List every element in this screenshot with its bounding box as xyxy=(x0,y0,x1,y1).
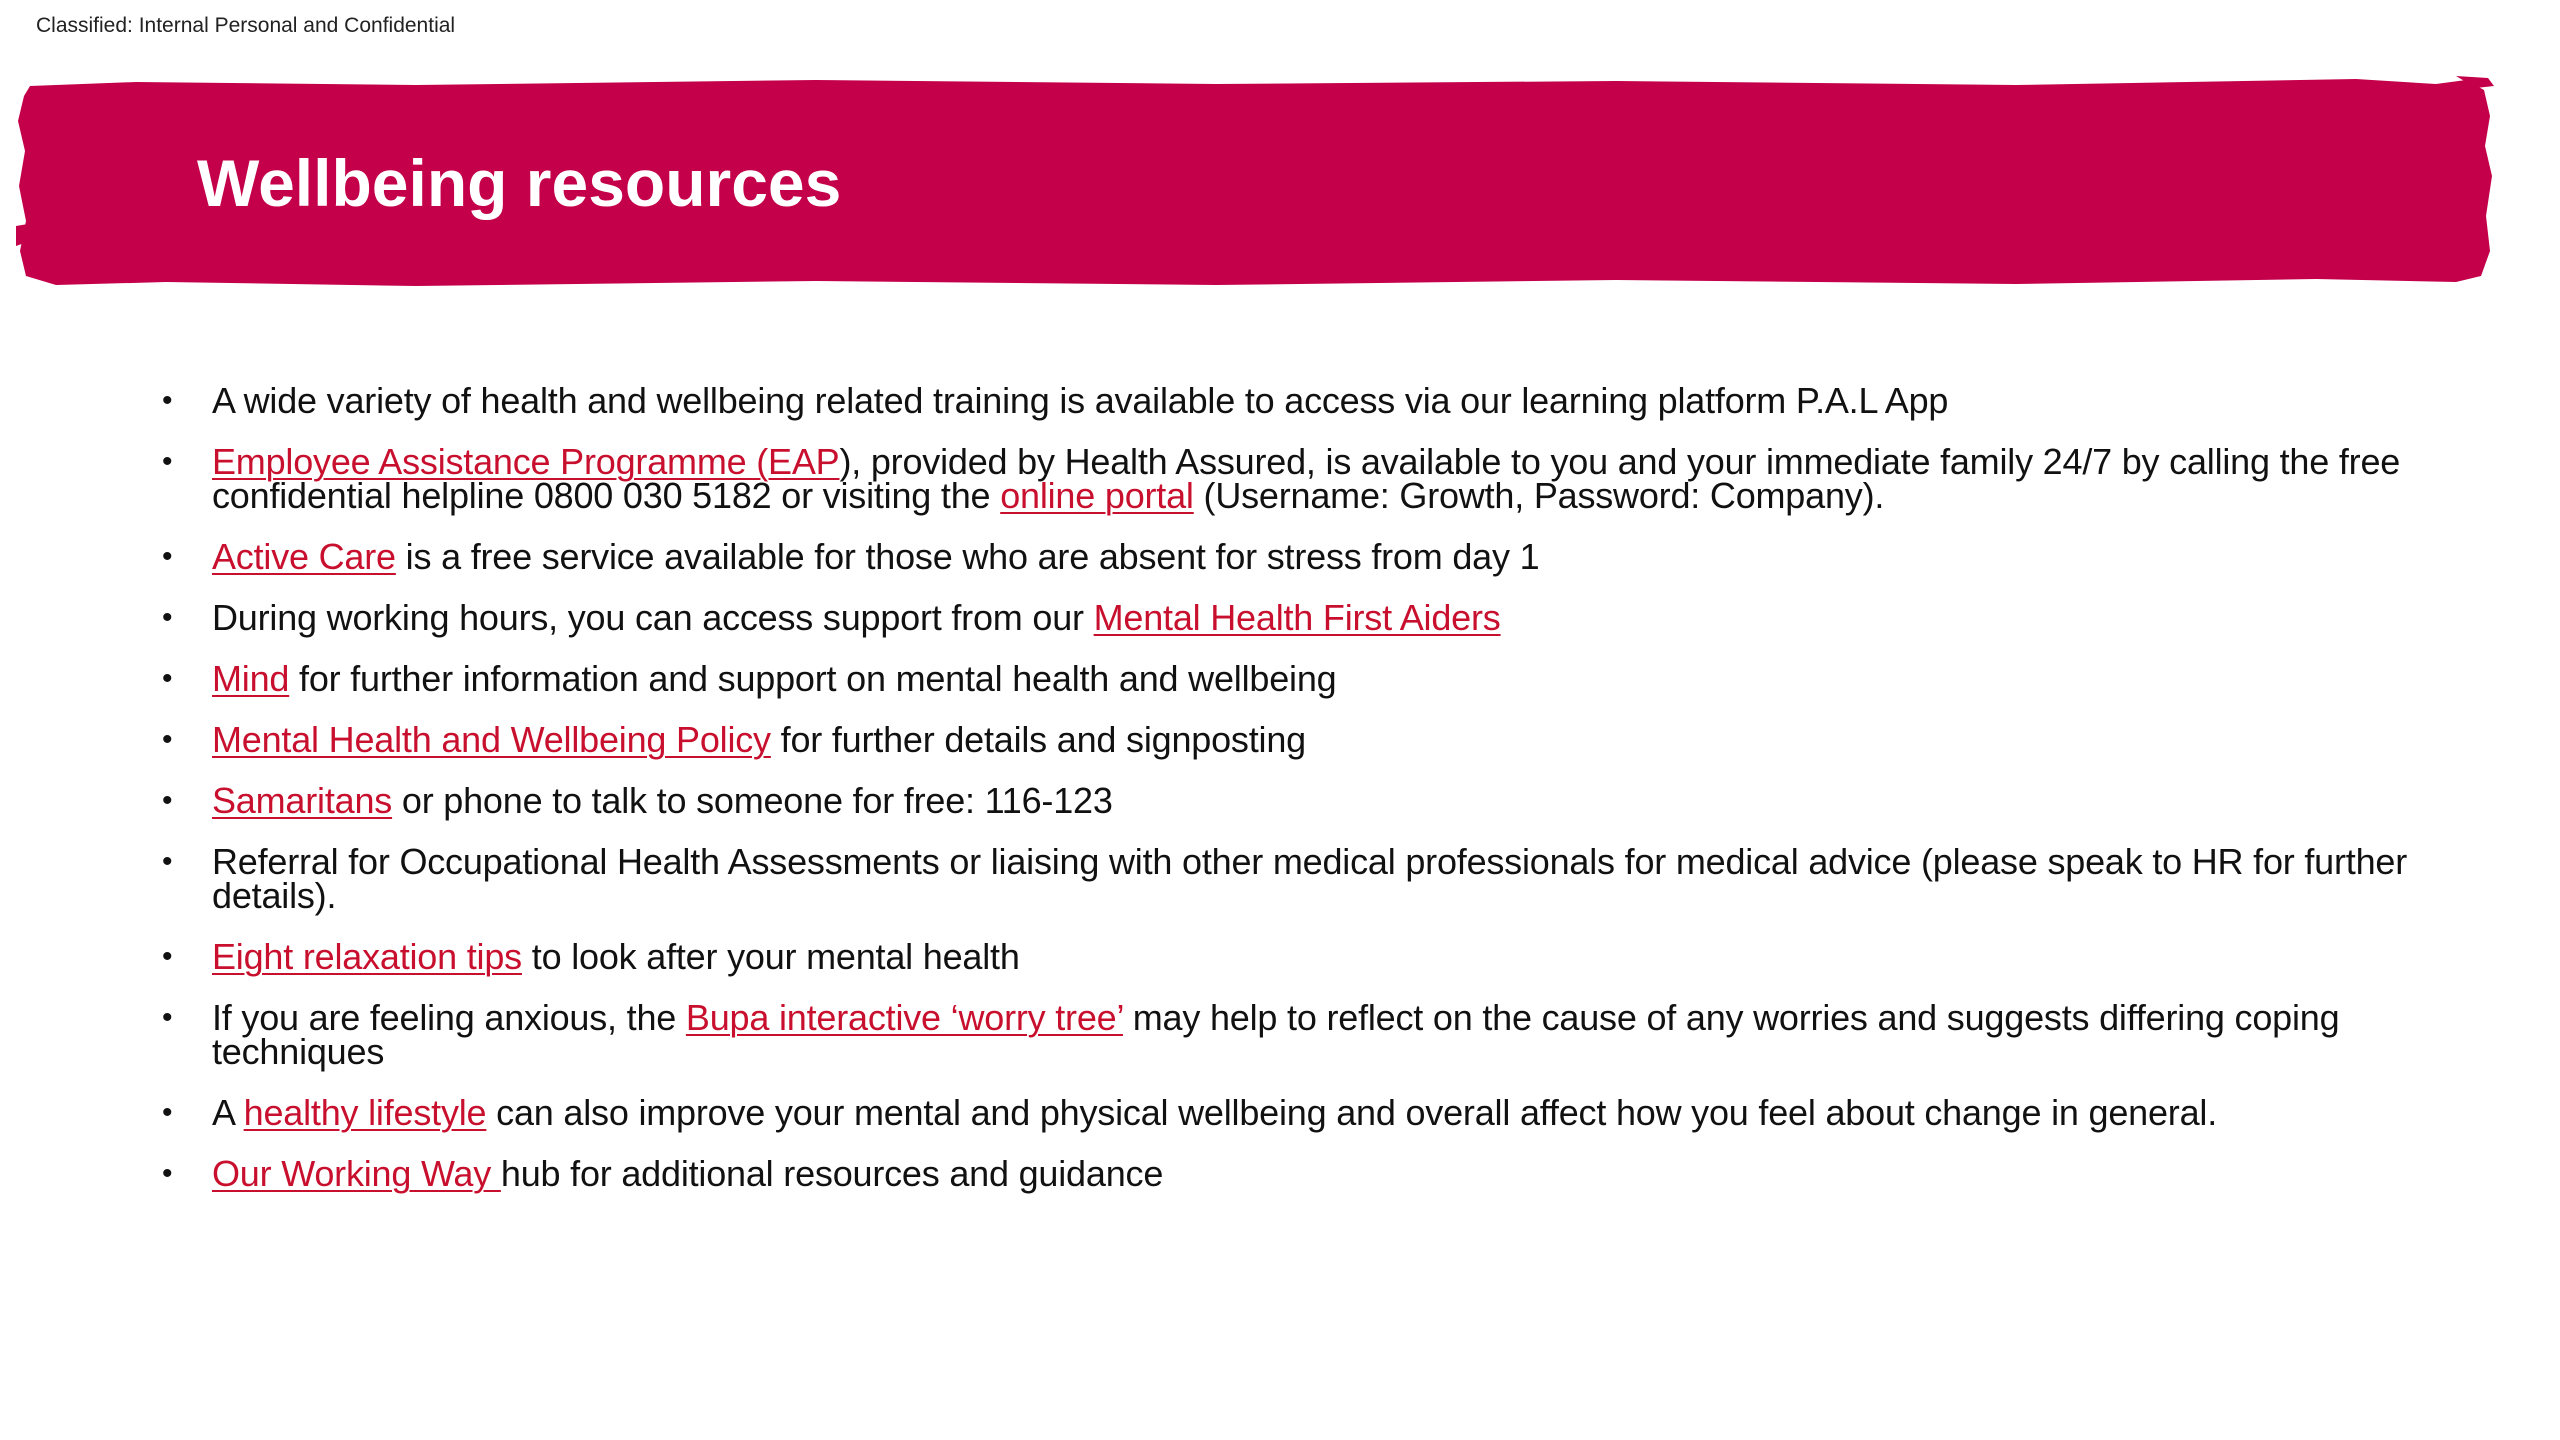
list-item: • Eight relaxation tips to look after your mental health xyxy=(162,936,1020,977)
list-item: • A healthy lifestyle can also improve your mental and physical wellbeing and overall affect how you feel about change in general. xyxy=(162,1092,2217,1133)
relaxation-tips-link[interactable]: Eight relaxation tips xyxy=(212,936,522,977)
list-item: • Mental Health and Wellbeing Policy for further details and signposting xyxy=(162,719,1306,760)
bullet-icon: • xyxy=(162,784,173,817)
list-item: • Active Care is a free service available for those who are absent for stress from day 1 xyxy=(162,536,1540,577)
eap-link[interactable]: Employee Assistance Programme (EAP xyxy=(212,441,840,482)
list-item: • Samaritans or phone to talk to someone for free: 116-123 xyxy=(162,780,1113,821)
healthy-lifestyle-link[interactable]: healthy lifestyle xyxy=(243,1092,487,1133)
bullet-icon: • xyxy=(162,384,173,417)
title-banner xyxy=(16,76,2496,291)
list-item: • Our Working Way hub for additional resources and guidance xyxy=(162,1153,1164,1194)
bullet-icon: • xyxy=(162,445,173,478)
mental-health-first-aiders-link[interactable]: Mental Health First Aiders xyxy=(1093,597,1501,638)
bullet-icon: • xyxy=(162,1001,173,1034)
online-portal-link[interactable]: online portal xyxy=(1000,475,1194,516)
bullet-icon: • xyxy=(162,1157,173,1190)
list-item: • A wide variety of health and wellbeing related training is available to access via our learning platform P.A.L App xyxy=(162,380,1949,421)
page-title: Wellbeing resources xyxy=(197,146,842,220)
list-item: • Employee Assistance Programme (EAP), provided by Health Assured, is available to you and your immediate family 24/7 by calling the free confidential helpline 0800 030 5182 or visiting the online portal (Username: Growth, Password: Company). xyxy=(162,441,2401,516)
mind-link[interactable]: Mind xyxy=(212,658,290,699)
bullet-icon: • xyxy=(162,662,173,695)
resource-list xyxy=(150,380,2410,1218)
bullet-icon: • xyxy=(162,845,173,878)
bullet-icon: • xyxy=(162,723,173,756)
list-item: • If you are feeling anxious, the Bupa interactive ‘worry tree’ may help to reflect on the cause of any worries and suggests differing coping techniques xyxy=(162,997,2340,1072)
worry-tree-link[interactable]: Bupa interactive ‘worry tree’ xyxy=(685,997,1123,1038)
list-item: • Referral for Occupational Health Assessments or liaising with other medical professionals for medical advice (please speak to HR for further details). xyxy=(162,841,2408,916)
bullet-icon: • xyxy=(162,940,173,973)
list-item: • During working hours, you can access support from our Mental Health First Aiders xyxy=(162,597,1501,638)
bullet-icon: • xyxy=(162,601,173,634)
our-working-way-link[interactable]: Our Working Way xyxy=(212,1153,501,1194)
active-care-link[interactable]: Active Care xyxy=(212,536,396,577)
wellbeing-policy-link[interactable]: Mental Health and Wellbeing Policy xyxy=(212,719,771,760)
bullet-icon: • xyxy=(162,1096,173,1129)
list-item: • Mind for further information and support on mental health and wellbeing xyxy=(162,658,1337,699)
classification-label: Classified: Internal Personal and Confidential xyxy=(36,14,456,37)
samaritans-link[interactable]: Samaritans xyxy=(212,780,393,821)
bullet-icon: • xyxy=(162,540,173,573)
